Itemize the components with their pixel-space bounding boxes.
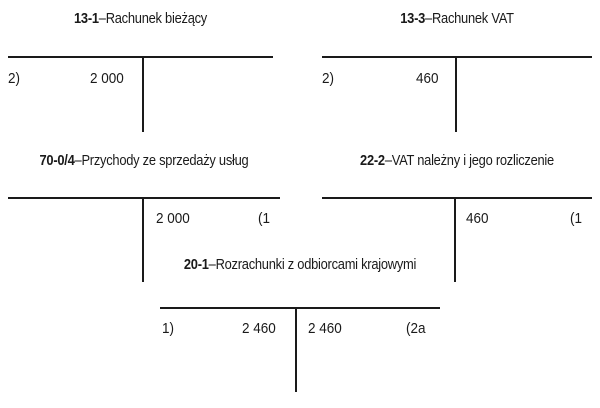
t-account-13-1 bbox=[8, 10, 273, 132]
account-title bbox=[22, 152, 266, 169]
account-title bbox=[171, 256, 429, 273]
credit-amount: 2 460 bbox=[308, 320, 342, 337]
debit-ref: 1) bbox=[162, 320, 175, 337]
credit-amount: 2 000 bbox=[156, 210, 190, 227]
account-title bbox=[27, 10, 255, 27]
debit-amount: 460 bbox=[416, 70, 439, 87]
t-account-vertical-line bbox=[295, 307, 297, 392]
account-code: 13-1 bbox=[73, 10, 99, 27]
t-account-13-3 bbox=[322, 10, 592, 132]
t-account-horizontal-line bbox=[8, 56, 273, 58]
credit-ref: (2a bbox=[406, 320, 426, 337]
credit-amount: 460 bbox=[466, 210, 489, 227]
t-account-20-1 bbox=[160, 256, 440, 392]
account-code: 20-1 bbox=[183, 256, 209, 273]
debit-ref: 2) bbox=[322, 70, 335, 87]
t-account-horizontal-line bbox=[160, 307, 440, 309]
t-account-vertical-line bbox=[454, 197, 456, 282]
account-code: 70-0/4 bbox=[39, 152, 75, 169]
t-account-horizontal-line bbox=[322, 197, 592, 199]
credit-ref: (1 bbox=[258, 210, 271, 227]
account-code: 22-2 bbox=[360, 152, 385, 169]
t-account-vertical-line bbox=[455, 56, 457, 132]
debit-ref: 2) bbox=[8, 70, 21, 87]
t-account-horizontal-line bbox=[322, 56, 592, 58]
debit-amount: 2 000 bbox=[90, 70, 124, 87]
account-name: –Rachunek bieżący bbox=[98, 10, 208, 27]
t-account-vertical-line bbox=[142, 197, 144, 282]
debit-amount: 2 460 bbox=[242, 320, 276, 337]
t-account-horizontal-line bbox=[8, 197, 280, 199]
account-name: –Rachunek VAT bbox=[425, 10, 514, 27]
account-title bbox=[341, 10, 573, 27]
credit-ref: (1 bbox=[570, 210, 583, 227]
account-title bbox=[336, 152, 579, 169]
account-name: –Rozrachunki z odbiorcami krajowymi bbox=[208, 256, 417, 273]
account-code: 13-3 bbox=[400, 10, 426, 27]
account-name: –VAT należny i jego rozliczenie bbox=[384, 152, 554, 169]
t-account-vertical-line bbox=[142, 56, 144, 132]
account-name: –Przychody ze sprzedaży usług bbox=[74, 152, 249, 169]
